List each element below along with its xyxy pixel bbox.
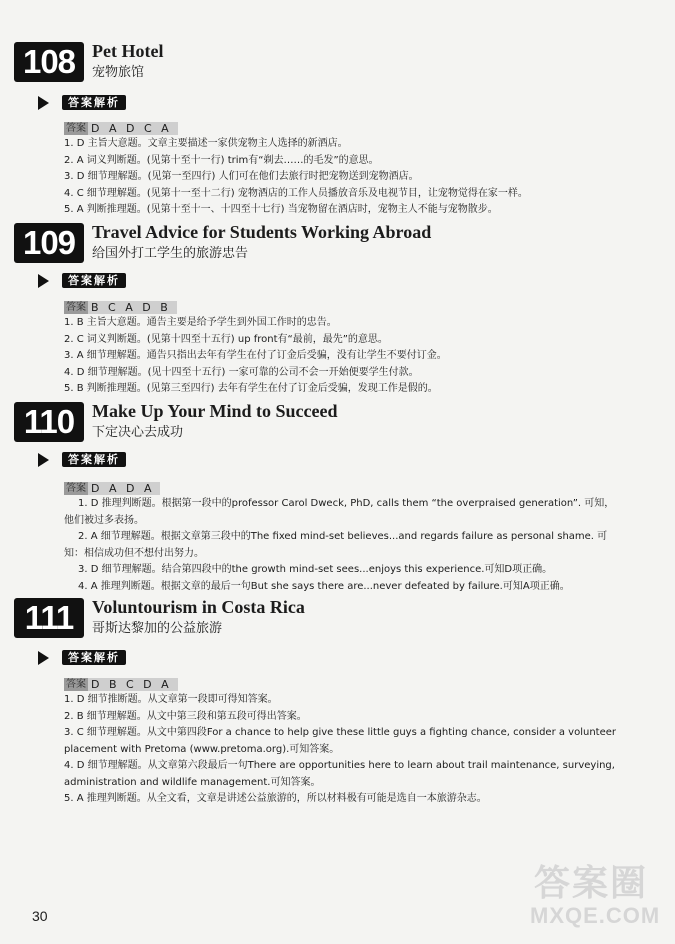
explanation-list xyxy=(64,496,622,595)
explanation-item: 3. C 细节理解题。从文中第四段For a chance to help give these little guys a fighting chance, consider a volunteer placement with Pretoma (www.pretoma.org).可知答案。 xyxy=(64,727,616,755)
watermark-cn: 答案圈 xyxy=(534,862,649,903)
explanation-item: 1. D 推理判断题。根据第一段中的professor Carol Dweck, PhD, calls them “the overpraised generation”. 可知，他们被过多表扬。 xyxy=(64,498,615,526)
answer-key xyxy=(64,118,178,135)
explanation-list xyxy=(64,315,624,398)
watermark-logo xyxy=(530,855,660,935)
explanation-list xyxy=(64,136,624,219)
passage-number: 108 xyxy=(14,42,84,82)
explanation-item: 4. C 细节理解题。(见第十一至十二行) 宠物酒店的工作人员播放音乐及电视节目，让宠物觉得在家一样。 xyxy=(64,187,528,199)
explanation-item: 5. B 判断推理题。(见第三至四行) 去年有学生在付了订金后受骗，发现工作是假的。 xyxy=(64,383,438,394)
answer-key-label: 答案 xyxy=(66,679,86,690)
answer-analysis-label: 答案解析 xyxy=(62,273,126,288)
explanation-item: 4. A 推理判断题。根据文章的最后一句But she says there are...never defeated by failure.可知A项正确。 xyxy=(78,580,570,592)
answer-key xyxy=(64,297,177,314)
explanation-item: 3. D 细节理解题。(见第一至四行) 人们可在他们去旅行时把宠物送到宠物酒店。 xyxy=(64,171,419,182)
passage-number: 110 xyxy=(14,402,84,442)
explanation-item: 4. D 细节理解题。从文章第六段最后一句There are opportunities here to learn about trail maintenance, surveying, administration and wildlife management.可知答案。 xyxy=(64,760,615,788)
arrow-right-icon xyxy=(38,453,49,467)
answer-key-letters: D B C D A xyxy=(88,678,178,691)
answer-analysis-label: 答案解析 xyxy=(62,95,126,110)
watermark-en: MXQE.COM xyxy=(530,903,661,928)
explanation-item: 5. A 推理判断题。从全文看，文章是讲述公益旅游的，所以材料极有可能是选自一本旅游杂志。 xyxy=(64,793,487,804)
explanation-item: 2. B 细节理解题。从文中第三段和第五段可得出答案。 xyxy=(64,710,307,722)
explanation-item: 3. D 细节理解题。结合第四段中的the growth mind-set sees...enjoys this experience.可知D项正确。 xyxy=(78,564,553,575)
answer-key-label: 答案 xyxy=(66,123,86,134)
passage-number: 109 xyxy=(14,223,84,263)
arrow-right-icon xyxy=(38,96,49,110)
answer-key-letters: D A D A xyxy=(88,482,160,495)
passage-title-en: Voluntourism in Costa Rica xyxy=(92,597,305,617)
passage-title-en: Travel Advice for Students Working Abroad xyxy=(92,222,432,242)
answer-key-letters: B C A D B xyxy=(88,301,177,314)
answer-key-label: 答案 xyxy=(66,483,86,494)
arrow-right-icon xyxy=(38,651,49,665)
passage-number: 111 xyxy=(14,598,84,638)
explanation-item: 2. A 细节理解题。根据文章第三段中的The fixed mind-set believes...and regards failure as personal shame. 可知：相信成功但不想付出努力。 xyxy=(64,531,608,559)
explanation-item: 1. D 主旨大意题。文章主要描述一家供宠物主人选择的新酒店。 xyxy=(64,138,348,149)
answer-analysis-label: 答案解析 xyxy=(62,452,126,467)
passage-title-cn: 哥斯达黎加的公益旅游 xyxy=(92,621,223,636)
explanation-item: 2. A 词义判断题。(见第十至十一行) trim有“剃去……的毛发”的意思。 xyxy=(64,154,379,166)
explanation-item: 4. D 细节理解题。(见十四至十五行) 一家可靠的公司不会一开始便要学生付款。 xyxy=(64,366,419,378)
explanation-list xyxy=(64,692,622,808)
arrow-right-icon xyxy=(38,274,49,288)
explanation-item: 1. B 主旨大意题。通告主要是给予学生到外国工作时的忠告。 xyxy=(64,317,337,328)
answer-analysis-label: 答案解析 xyxy=(62,650,126,665)
explanation-item: 1. D 细节推断题。从文章第一段即可得知答案。 xyxy=(64,694,278,705)
passage-title-cn: 给国外打工学生的旅游忠告 xyxy=(92,246,249,261)
explanation-item: 5. A 判断推理题。(见第十至十一、十四至十七行) 当宠物留在酒店时，宠物主人不能与宠物散步。 xyxy=(64,204,498,215)
page-number: 30 xyxy=(32,908,48,924)
passage-title-en: Pet Hotel xyxy=(92,41,164,61)
explanation-item: 2. C 词义判断题。(见第十四至十五行) up front有“最前，最先”的意思。 xyxy=(64,333,388,345)
passage-title-en: Make Up Your Mind to Succeed xyxy=(92,401,338,421)
answer-key xyxy=(64,674,178,691)
passage-title-cn: 下定决心去成功 xyxy=(92,425,184,440)
passage-title-cn: 宠物旅馆 xyxy=(92,65,145,80)
answer-key xyxy=(64,478,160,495)
explanation-item: 3. A 细节理解题。通告只指出去年有学生在付了订金后受骗，没有让学生不要付订金。 xyxy=(64,350,447,361)
answer-key-letters: D A D C A xyxy=(88,122,178,135)
answer-key-label: 答案 xyxy=(66,302,86,313)
